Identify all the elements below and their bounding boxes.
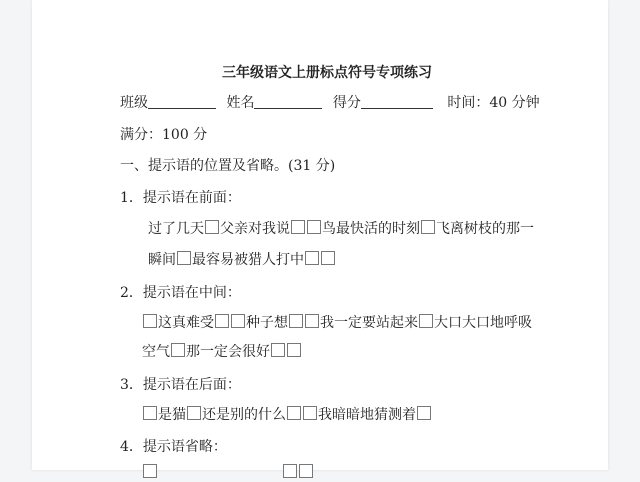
q4-sentence-line1 bbox=[142, 464, 314, 482]
punctuation-box[interactable] bbox=[287, 343, 301, 357]
punctuation-box[interactable] bbox=[283, 464, 297, 478]
document-page bbox=[32, 0, 608, 470]
text-fragment: 是猫 bbox=[158, 407, 186, 423]
name-blank[interactable] bbox=[254, 94, 322, 109]
punctuation-box[interactable] bbox=[289, 314, 303, 328]
punctuation-box[interactable] bbox=[305, 251, 319, 265]
q2-heading: 2．提示语在中间： bbox=[120, 285, 241, 301]
punctuation-box[interactable] bbox=[177, 251, 191, 265]
punctuation-box[interactable] bbox=[307, 220, 321, 234]
text-fragment: 空气 bbox=[142, 344, 170, 360]
header-info bbox=[120, 94, 540, 112]
time-text: 时间：40 分钟 bbox=[447, 95, 540, 111]
text-fragment: 父亲对我说 bbox=[220, 221, 290, 237]
q1-sentence-line2 bbox=[148, 251, 336, 269]
text-fragment: 过了几天 bbox=[148, 221, 204, 237]
text-fragment: 这真难受 bbox=[158, 315, 214, 331]
text-fragment: 大口大口地呼吸 bbox=[434, 315, 532, 331]
text-fragment: 飞离树枝的那一 bbox=[436, 221, 534, 237]
punctuation-box[interactable] bbox=[299, 464, 313, 478]
punctuation-box[interactable] bbox=[171, 343, 185, 357]
punctuation-box[interactable] bbox=[303, 406, 317, 420]
q2-sentence-line1 bbox=[142, 314, 532, 332]
punctuation-box[interactable] bbox=[287, 406, 301, 420]
text-fragment: 鸟最快活的时刻 bbox=[322, 221, 420, 237]
full-score: 满分：100 分 bbox=[120, 127, 208, 143]
punctuation-box[interactable] bbox=[305, 314, 319, 328]
punctuation-box[interactable] bbox=[231, 314, 245, 328]
punctuation-box[interactable] bbox=[321, 251, 335, 265]
name-label: 姓名 bbox=[226, 95, 255, 111]
document-title: 三年级语文上册标点符号专项练习 bbox=[222, 65, 432, 81]
text-fragment: 那一定会很好 bbox=[186, 344, 270, 360]
punctuation-box[interactable] bbox=[187, 406, 201, 420]
q4-heading: 4．提示语省略： bbox=[120, 439, 227, 455]
punctuation-box[interactable] bbox=[215, 314, 229, 328]
punctuation-box[interactable] bbox=[291, 220, 305, 234]
class-label: 班级 bbox=[120, 95, 148, 111]
punctuation-box[interactable] bbox=[205, 220, 219, 234]
text-fragment: 瞬间 bbox=[148, 252, 176, 268]
q1-heading: 1．提示语在前面： bbox=[120, 190, 241, 206]
punctuation-box[interactable] bbox=[421, 220, 435, 234]
punctuation-box[interactable] bbox=[271, 343, 285, 357]
section-heading: 一、提示语的位置及省略。(31 分) bbox=[120, 158, 336, 174]
text-fragment: 还是别的什么 bbox=[202, 407, 286, 423]
punctuation-box[interactable] bbox=[143, 314, 157, 328]
class-blank[interactable] bbox=[148, 94, 216, 109]
text-fragment: 我暗暗地猜测着 bbox=[318, 407, 416, 423]
score-blank[interactable] bbox=[361, 94, 433, 109]
q3-sentence-line1 bbox=[142, 406, 432, 424]
text-fragment: 最容易被猎人打中 bbox=[192, 252, 304, 268]
score-label: 得分 bbox=[332, 95, 361, 111]
q1-sentence-line1 bbox=[148, 220, 534, 238]
text-fragment: 我一定要站起来 bbox=[320, 315, 418, 331]
punctuation-box[interactable] bbox=[419, 314, 433, 328]
punctuation-box[interactable] bbox=[143, 464, 157, 478]
q3-heading: 3．提示语在后面： bbox=[120, 377, 241, 393]
q2-sentence-line2 bbox=[142, 343, 302, 361]
text-fragment: 种子想 bbox=[246, 315, 288, 331]
punctuation-box[interactable] bbox=[417, 406, 431, 420]
punctuation-box[interactable] bbox=[143, 406, 157, 420]
